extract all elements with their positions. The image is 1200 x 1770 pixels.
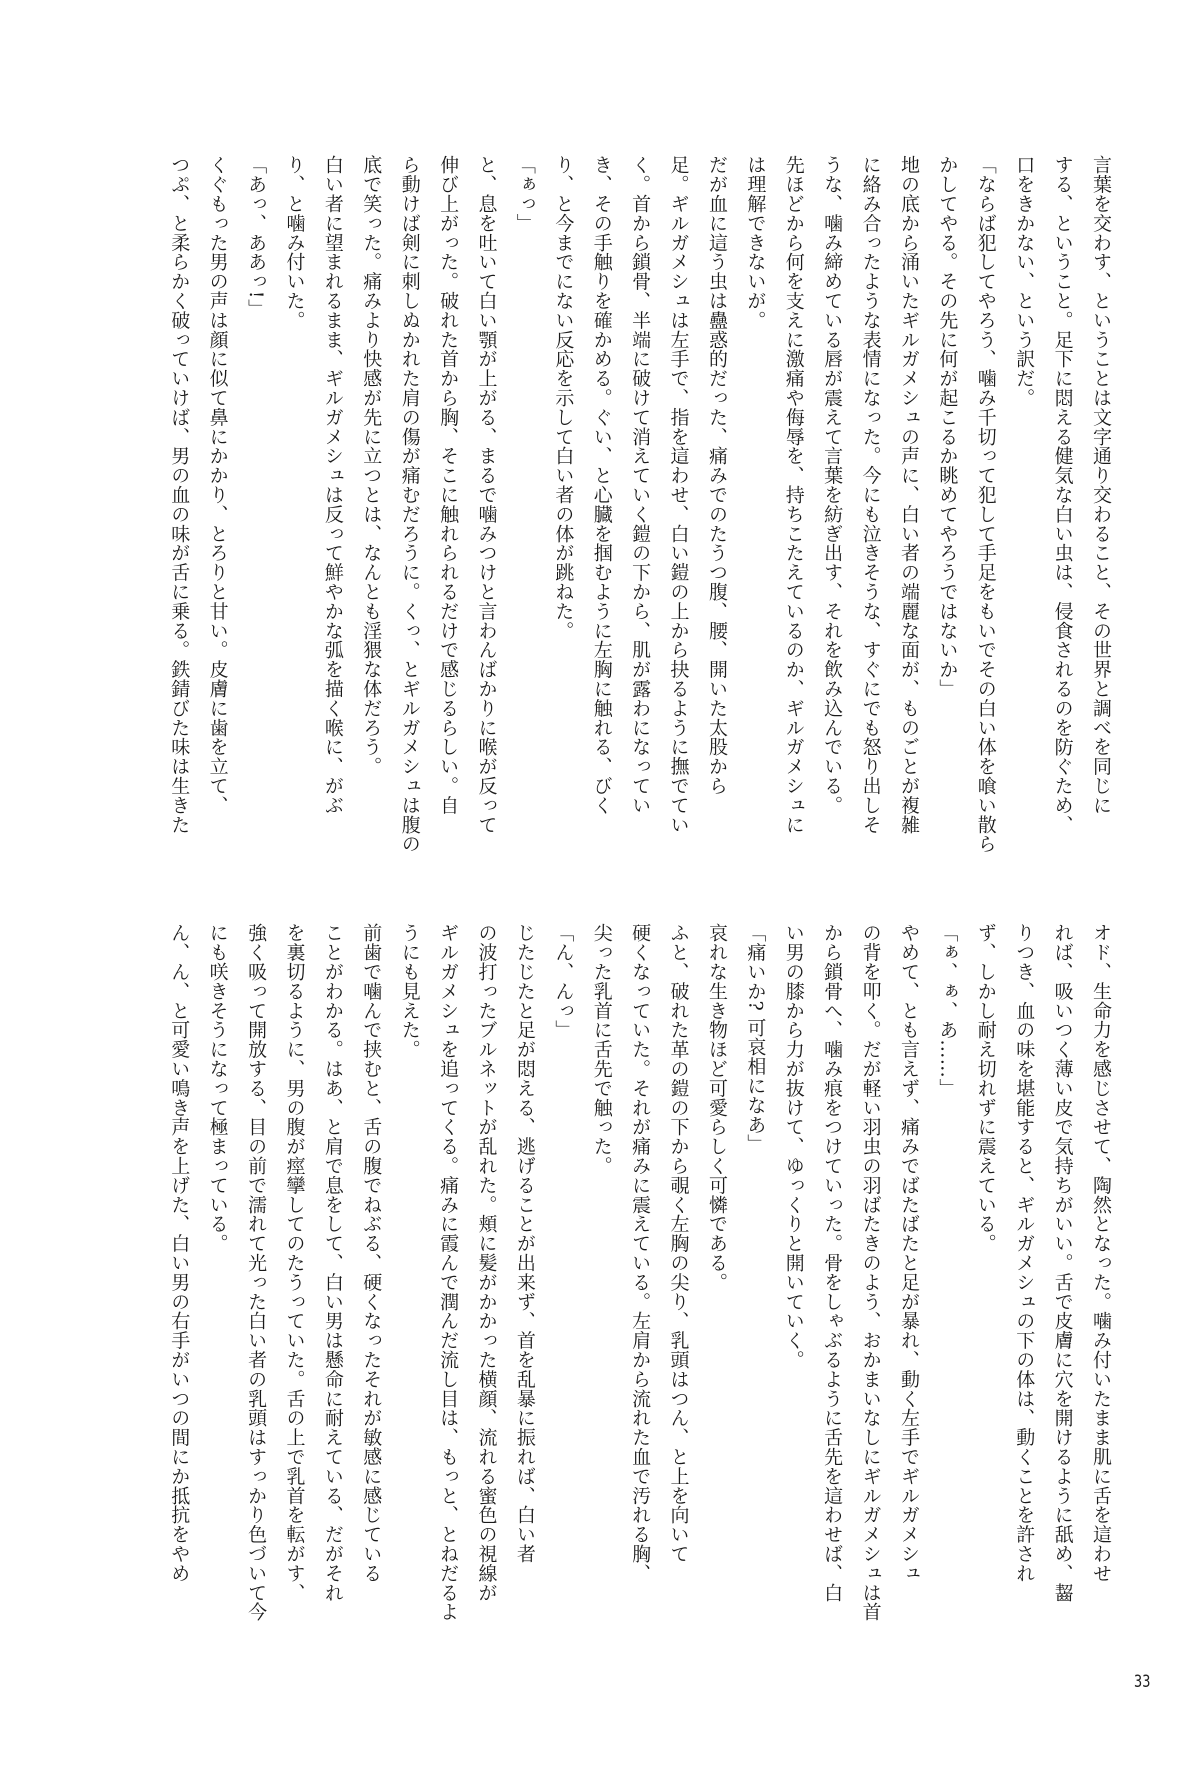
text-column: 伸び上がった。破れた首から胸、そこに触れられるだけで感じるらしい。自 — [437, 155, 460, 815]
text-column: うな、噛み締めている唇が震えて言葉を紡ぎ出す、それを飲み込んでいる。 — [821, 155, 844, 815]
text-column: ず、しかし耐え切れずに震えている。 — [974, 923, 997, 1253]
text-column: い男の膝から力が抜けて、ゆっくりと開いていく。 — [782, 923, 805, 1370]
text-column: 「ぁ、ぁ、あ……」 — [936, 923, 959, 1098]
text-column: ことがわかる。はあ、と肩で息をして、白い男は懸命に耐えている、だがそれ — [321, 923, 344, 1602]
text-column: は理解できないが。 — [744, 155, 767, 330]
text-column: から鎖骨へ、噛み痕をつけていった。骨をしゃぶるように舌先を這わせば、白 — [821, 923, 844, 1602]
text-column: 「ならば犯してやろう、噛み千切って犯して手足をもいでその白い体を喰い散ら — [974, 155, 997, 854]
text-column: 硬くなっていた。それが痛みに震えている。左肩から流れた血で汚れる胸、 — [629, 923, 652, 1583]
text-column: 言葉を交わす、ということは文字通り交わること、その世界と調べを同じに — [1090, 155, 1112, 815]
text-column: 白い者に望まれるまま、ギルガメシュは反って鮮やかな弧を描く喉に、がぶ — [321, 155, 344, 815]
text-column: 先ほどから何を支えに激痛や侮辱を、持ちこたえているのか、ギルガメシュに — [782, 155, 805, 834]
text-column: を裏切るように、男の腹が痙攣してのたうっていた。舌の上で乳首を転がす、 — [283, 923, 306, 1602]
text-column: に絡み合ったような表情になった。今にも泣きそうな、すぐにでも怒り出しそ — [859, 155, 882, 834]
text-column: くぐもった男の声は顔に似て鼻にかかり、とろりと甘い。皮膚に歯を立て、 — [206, 155, 229, 815]
text-column: つぷ、と柔らかく破っていけば、男の血の味が舌に乗る。鉄錆びた味は生きた — [168, 155, 191, 834]
text-column: 底で笑った。痛みより快感が先に立つとは、なんとも淫猥な体だろう。 — [360, 155, 383, 776]
text-column: ん、ん、と可愛い鳴き声を上げた、白い男の右手がいつの間にか抵抗をやめ — [168, 923, 191, 1583]
text-column: の背を叩く。だが軽い羽虫の羽ばたきのよう、おかまいなしにギルガメシュは首 — [859, 923, 882, 1622]
text-column: 前歯で噛んで挟むと、舌の腹でねぶる、硬くなったそれが敏感に感じている — [360, 923, 383, 1583]
text-column: にも咲きそうになって極まっている。 — [206, 923, 229, 1253]
text-column: り、と今までにない反応を示して白い者の体が跳ねた。 — [552, 155, 575, 640]
text-column: 「痛いか? 可哀相になあ」 — [744, 923, 767, 1154]
text-column: れば、吸いつく薄い皮で気持ちがいい。舌で皮膚に穴を開けるように舐め、齧 — [1051, 923, 1074, 1602]
text-column: と、息を吐いて白い顎が上がる、まるで噛みつけと言わんばかりに喉が反って — [475, 155, 498, 834]
text-column: の波打ったブルネットが乱れた。頬に髪がかかった横顔、流れる蜜色の視線が — [475, 923, 498, 1602]
page-number: 33 — [1134, 1672, 1151, 1692]
text-column: 地の底から涌いたギルガメシュの声に、白い者の端麗な面が、ものごとが複雑 — [897, 155, 920, 834]
text-block-lower — [158, 923, 1120, 1622]
text-column: ふと、破れた革の鎧の下から覗く左胸の尖り、乳頭はつん、と上を向いて — [667, 923, 690, 1564]
text-column: する、ということ。足下に悶える健気な白い虫は、侵食されるのを防ぐため、 — [1051, 155, 1074, 834]
text-column: 強く吸って開放する、目の前で濡れて光った白い者の乳頭はすっかり色づいて今 — [245, 923, 268, 1622]
text-column: ら動けば剣に刺しぬかれた肩の傷が痛むだろうに。くっ、とギルガメシュは腹の — [398, 155, 421, 854]
text-block-upper — [158, 155, 1120, 854]
text-column: 足。ギルガメシュは左手で、指を這わせ、白い鎧の上から抉るように撫でてい — [667, 155, 690, 834]
text-column: り、と噛み付いた。 — [283, 155, 306, 330]
text-column: かしてやる。その先に何が起こるか眺めてやろうではないか」 — [936, 155, 959, 699]
text-column: 「あっ、ああっ!」 — [245, 155, 268, 319]
text-column: ギルガメシュを追ってくる。痛みに霞んで潤んだ流し目は、もっと、とねだるよ — [437, 923, 460, 1622]
text-column: やめて、とも言えず、痛みでばたばたと足が暴れ、動く左手でギルガメシュ — [897, 923, 920, 1583]
text-column: き、その手触りを確かめる。ぐい、と心臓を掴むように左胸に触れる、びく — [590, 155, 613, 815]
text-column: うにも見えた。 — [398, 923, 421, 1059]
text-column: りつき、血の味を堪能すると、ギルガメシュの下の体は、動くことを許され — [1013, 923, 1036, 1583]
text-column: じたじたと足が悶える、逃げることが出来ず、首を乱暴に振れば、白い者 — [513, 923, 536, 1564]
text-column: オド、生命力を感じさせて、陶然となった。噛み付いたまま肌に舌を這わせ — [1090, 923, 1112, 1583]
text-column: 口をきかない、という訳だ。 — [1013, 155, 1036, 408]
text-column: 「ん、んっ」 — [552, 923, 575, 1040]
text-column: く。首から鎖骨、半端に破けて消えていく鎧の下から、肌が露わになってい — [629, 155, 652, 815]
text-column: だが血に這う虫は蠱惑的だった、痛みでのたうつ腹、腰、開いた太股から — [705, 155, 728, 796]
text-column: 哀れな生き物ほど可愛らしく可憐である。 — [705, 923, 728, 1292]
text-column: 尖った乳首に舌先で触った。 — [590, 923, 613, 1176]
text-column: 「ぁっ」 — [513, 155, 536, 233]
